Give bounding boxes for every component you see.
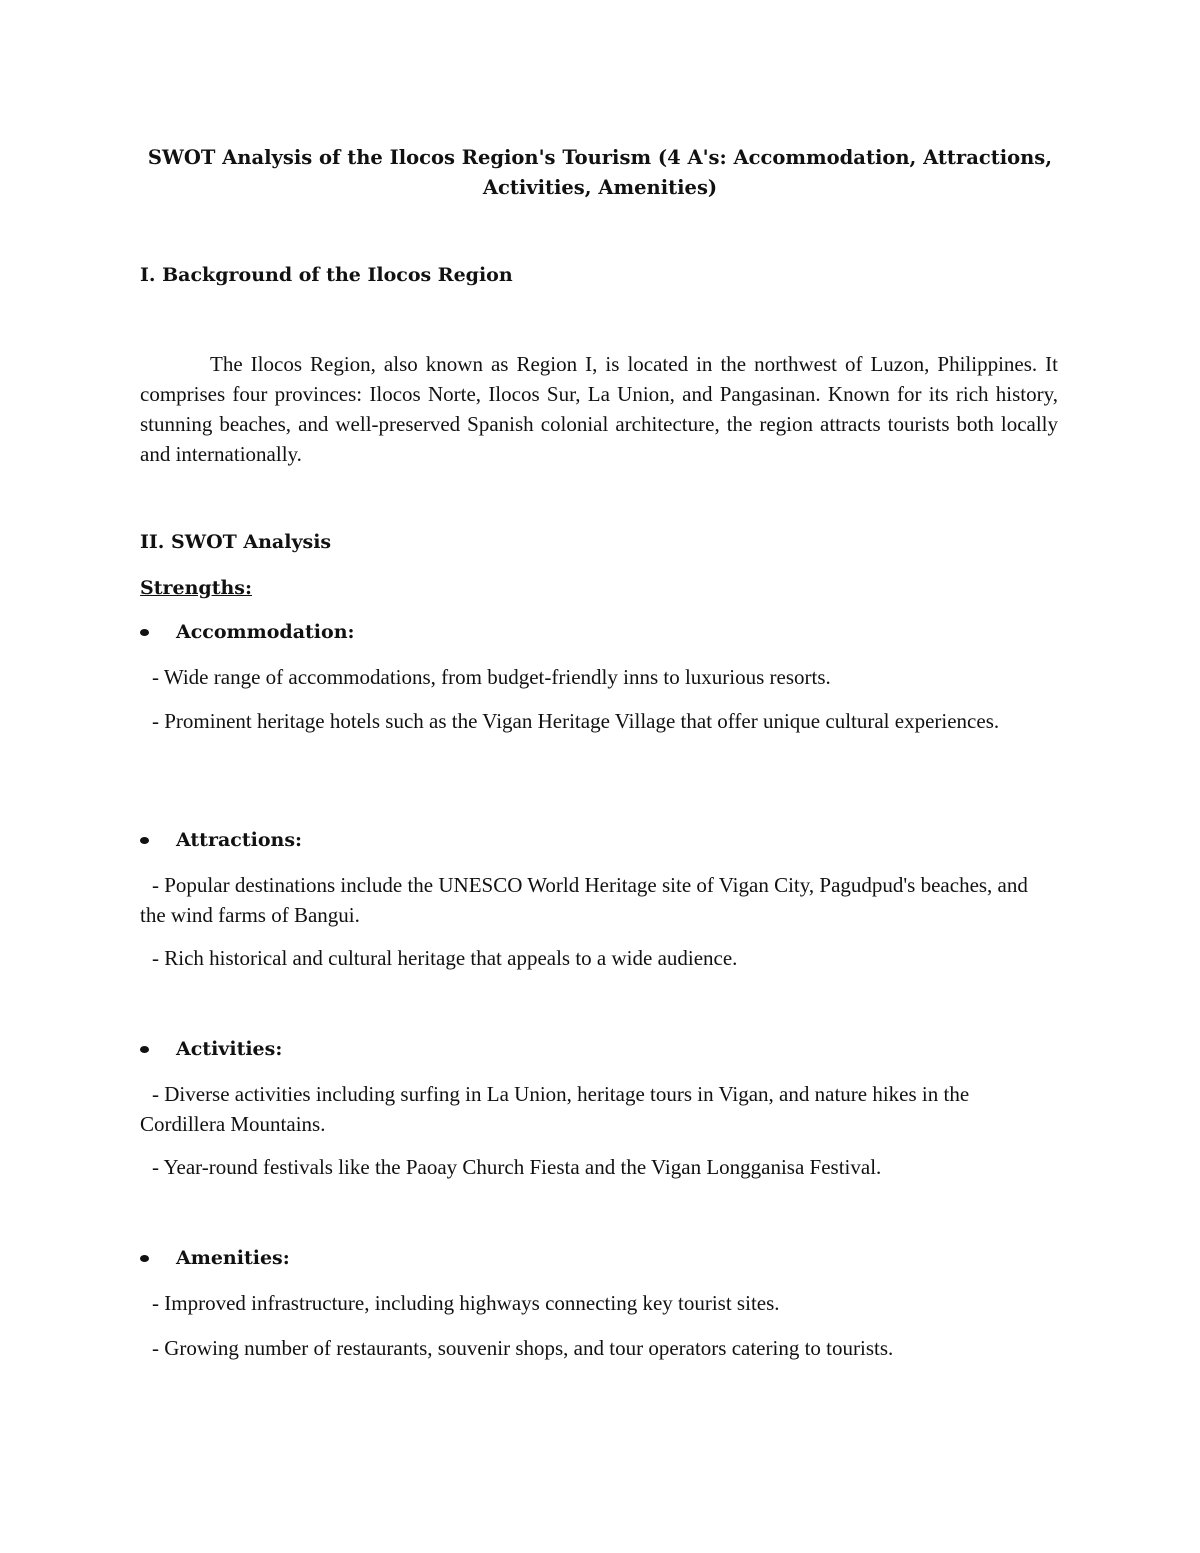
bullet-icon [140,1255,149,1262]
list-item: - Rich historical and cultural heritage that appeals to a wide audience. [152,946,738,970]
list-item: - Prominent heritage hotels such as the Vigan Heritage Village that offer unique cultural experiences. [152,709,1000,733]
bullet-label: Accommodation: [176,621,355,643]
list-item: - Wide range of accommodations, from budget-friendly inns to luxurious resorts. [152,665,831,689]
list-item: - Diverse activities including surfing in La Union, heritage tours in Vigan, and nature hikes in the Cordillera Mountains. [140,1082,970,1136]
section-heading-swot: II. SWOT Analysis [140,531,332,553]
strengths-heading: Strengths: [140,577,252,599]
bullet-icon [140,629,149,636]
bullet-label: Amenities: [176,1247,290,1269]
bullet-label: Activities: [176,1038,283,1060]
list-item: - Improved infrastructure, including highways connecting key tourist sites. [152,1291,780,1315]
bullet-icon [140,837,149,844]
section-heading-background: I. Background of the Ilocos Region [140,264,513,286]
list-item: - Popular destinations include the UNESCO World Heritage site of Vigan City, Pagudpud's beaches, and the wind farms of Bangui. [140,873,1028,927]
background-paragraph [140,349,1058,469]
background-paragraph-text: The Ilocos Region, also known as Region I, is located in the northwest of Luzon, Philippines. It comprises four provinces: Ilocos Norte, Ilocos Sur, La Union, and Pangasinan. Known for its rich history, stunning beaches, and well-preserved Spanish colonial architecture, the region attracts tourists both locally and internationally. [140,352,1058,466]
list-item: - Year-round festivals like the Paoay Church Fiesta and the Vigan Longganisa Festival. [152,1155,882,1179]
bullet-icon [140,1046,149,1053]
bullet-label: Attractions: [176,829,303,851]
document-title: SWOT Analysis of the Ilocos Region's Tourism (4 A's: Accommodation, Attractions, Activities, Amenities) [147,146,1053,199]
list-item: - Growing number of restaurants, souvenir shops, and tour operators catering to tourists. [152,1336,894,1360]
